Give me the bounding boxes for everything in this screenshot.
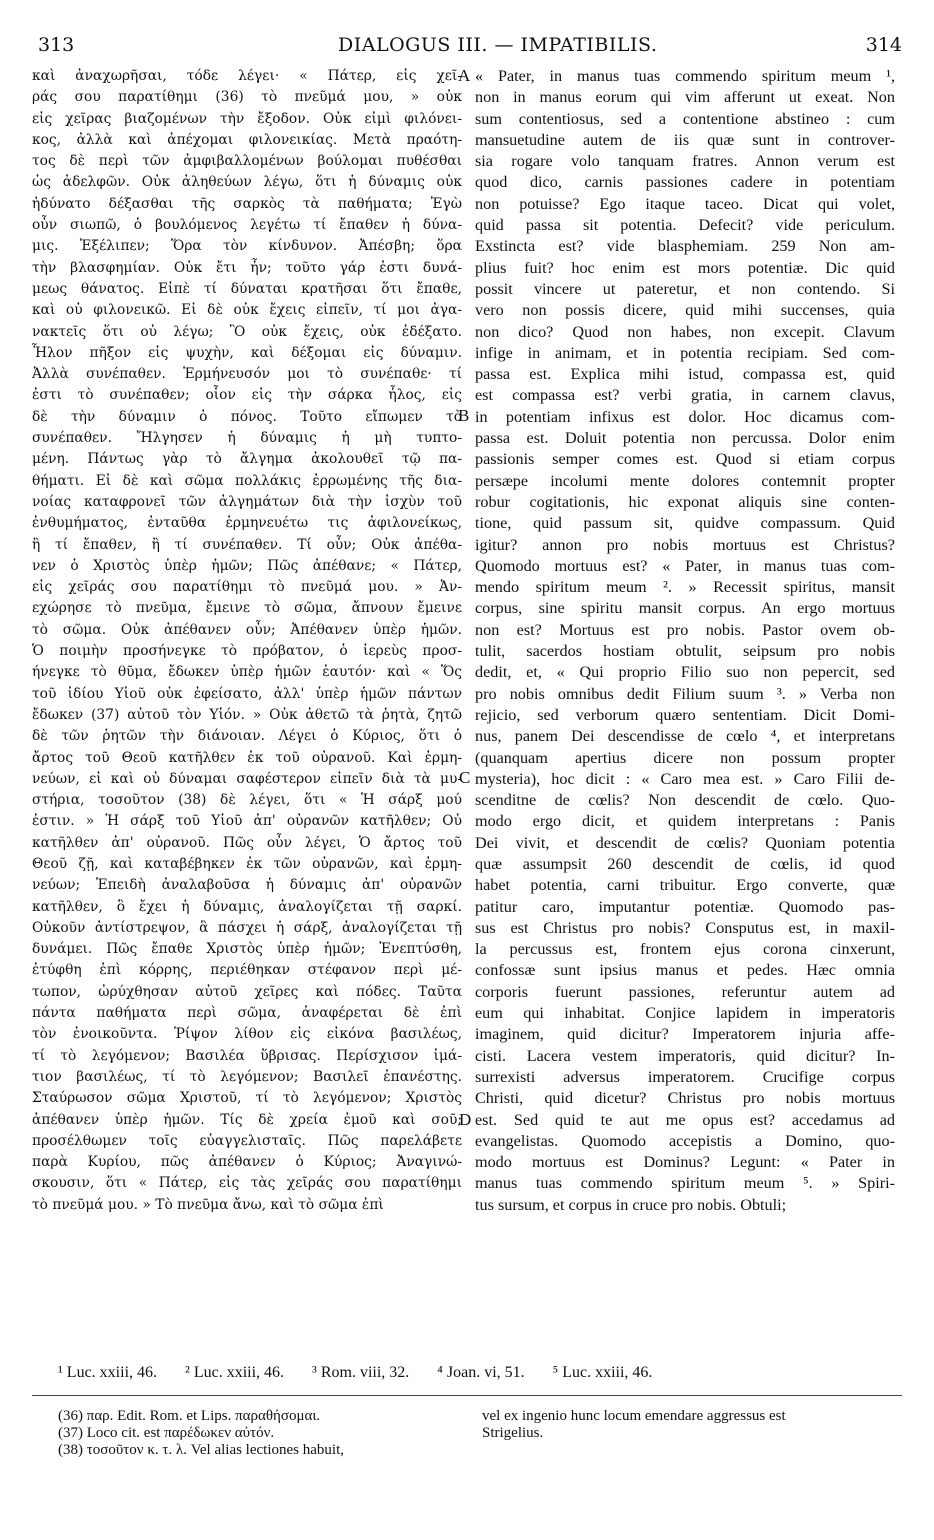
greek-text-line: εἰς χεῖράς σου παρατίθημι τὸ πνεῦμά μου. » Ἀν- xyxy=(32,579,462,596)
latin-text-line: mansuetudine autem de iis quæ sunt in controver- xyxy=(475,130,895,149)
greek-text-line: νεν ὁ Χριστὸς ὑπὲρ ἡμῶν; Πῶς ἀπέθανε; « Πάτερ, xyxy=(32,557,462,574)
greek-text-line: θήματι. Εἰ δὲ καὶ σῶμα πολλάκις ἐρρωμένης τῆς δια- xyxy=(32,472,462,489)
greek-text-line: νακτεῖς ὅτι οὐ λέγω; Ὃ οὐκ ἔχεις, οὐκ ἐδέξατο. xyxy=(32,323,462,340)
latin-text-line: infige in animam, et in potentia recipiam. Sed com- xyxy=(475,343,895,362)
latin-text-line: mendo spiritum meum ². » Recessit spiritus, mansit xyxy=(475,578,895,597)
latin-text-line: evangelistas. Quomodo accepistis a Domino, quo- xyxy=(475,1131,895,1150)
greek-text-line: ἔδωκεν (37) αὐτοῦ τὸν Υἱόν. » Οὐκ ἀθετῶ τὰ ῥητὰ, ζητῶ xyxy=(32,706,462,723)
latin-text-line: in potentiam infixus est dolor. Hoc dicamus com- xyxy=(475,407,895,426)
latin-text-line: tione, quid passum sit, quidve compassum. Quid xyxy=(475,514,895,533)
latin-text-line: Exstincta est? vide blasphemiam. 259 Non am- xyxy=(475,237,895,256)
greek-text-line: κατῆλθεν, ὃ ἔχει ἡ δύναμις, ἀναλογίζεται τῇ σαρκί. xyxy=(32,898,462,915)
latin-text-line: est compassa est? verbi gratia, in carnem clavus, xyxy=(475,386,895,405)
greek-text-line: εχώρησε τὸ πνεῦμα, ἔμεινε τὸ σῶμα, ἄπνουν ἔμεινε xyxy=(32,600,462,617)
greek-text-line: καὶ οὐ φιλονεικῶ. Εἰ δὲ οὐκ ἔχεις εἰπεῖν, τί μοι ἀγα- xyxy=(32,302,462,319)
latin-text-line: non in manus eorum qui vim afferunt ut exeat. Non xyxy=(475,88,895,107)
greek-text-line: ἐστι τὸ συνέπαθεν; οἷον εἰς τὴν σάρκα ἧλος, εἰς xyxy=(32,387,462,404)
greek-text-line: ἐστιν. » Ἡ σάρξ τοῦ Υἱοῦ ἀπ' οὐρανῶν κατῆλθεν; Οὐ xyxy=(32,813,462,830)
greek-text-line: Ἧλον πῆξον εἰς ψυχὴν, καὶ δέξομαι εἰς δύναμιν. xyxy=(32,344,462,361)
latin-text-line: (quanquam apertius dicere non possum propter xyxy=(475,748,895,767)
latin-column xyxy=(475,66,895,1216)
greek-text-line: τί τὸ λεγόμενον; Βασιλέα ὕβρισας. Περίσχισον ἱμά- xyxy=(32,1047,462,1064)
greek-text-line: Σταύρωσον σῶμα Χριστοῦ, τί τὸ λεγόμενον; Χριστὸς xyxy=(32,1090,462,1107)
latin-text-line: passa est. Doluit potentia non percussa. Dolor enim xyxy=(475,429,895,448)
page-number-left: 313 xyxy=(38,34,75,56)
greek-text-line: προσέλθωμεν τοῖς εὐαγγελισταῖς. Πῶς παρελάβετε xyxy=(32,1132,462,1149)
greek-text-line: τος δὲ περὶ τῶν ἀμφιβαλλομένων βούλομαι πυθέσθαι xyxy=(32,153,462,170)
editorial-note-line: (36) παρ. Edit. Rom. et Lips. παραθήσομαι. xyxy=(58,1408,321,1424)
greek-text-line: δὲ τῶν ῥητῶν τὴν διάνοιαν. Λέγει ὁ Κύριος, ὅτι ὁ xyxy=(32,728,462,745)
scripture-references xyxy=(58,1364,888,1382)
latin-text-line: tulit, sacerdos hostiam obtulit, seipsum pro nobis xyxy=(475,642,895,661)
greek-text-line: ἠδύνατο δέξασθαι τῆς σαρκὸς τὰ παθήματα; Ἐγὼ xyxy=(32,195,462,212)
latin-text-line: possit vincere ut pateretur, et non contendo. Si xyxy=(475,279,895,298)
notes-right xyxy=(482,1408,902,1442)
greek-text-line: συνέπαθεν. Ἤλγησεν ἡ δύναμις ἡ μὴ τυπτο- xyxy=(32,430,462,447)
greek-text-line: ἢ τί ἔπαθεν, ἢ τί συνέπαθεν. Τί οὖν; Οὐκ ἀπέθα- xyxy=(32,536,462,553)
latin-text-line: persæpe incolumi mente dolores contemnit propter xyxy=(475,471,895,490)
latin-text-line: sum contentiosus, sed a contentione abstineo : cum xyxy=(475,109,895,128)
greek-text-line: σκουσιν, ὅτι « Πάτερ, εἰς τὰς χεῖράς σου παρατίθημι xyxy=(32,1175,462,1192)
greek-text-line: ὡς ἀδελφῶν. Οὐκ ἀληθεύων λέγω, ὅτι ἡ δύναμις οὐκ xyxy=(32,174,462,191)
latin-text-line: quod dico, carnis passiones cadere in potentiam xyxy=(475,173,895,192)
latin-text-line: eum qui inhabitat. Conjice lapidem in imperatoris xyxy=(475,1004,895,1023)
greek-text-line: δὲ τὴν δύναμιν ὁ πόνος. Τοῦτο εἴπωμεν τὸ xyxy=(32,408,462,425)
greek-text-line: Ἀλλὰ συνέπαθεν. Ἑρμήνευσόν μοι τὸ συνέπαθε· τί xyxy=(32,366,462,383)
latin-text-line: vero non possis dicere, quid mihi succenses, quia xyxy=(475,301,895,320)
margin-letter-a: A xyxy=(458,66,471,85)
latin-text-line: nus, panem Dei descendisse de cœlo ⁴, et interpretans xyxy=(475,727,895,746)
margin-letter-b: B xyxy=(458,406,470,425)
greek-text-line: ἐτύφθη ἐπὶ κόρρης, περιέθηκαν στέφανον περὶ μέ- xyxy=(32,962,462,979)
latin-text-line: pro nobis omnibus dedit Filium suum ³. » Verba non xyxy=(475,684,895,703)
latin-text-line: corpus, sine spiritu mansit corpus. An ergo mortuus xyxy=(475,599,895,618)
latin-text-line: modo ergo dicit, et quidem interpretans : Panis xyxy=(475,812,895,831)
latin-text-line: la percussus est, frontem ejus corona cinxerunt, xyxy=(475,940,895,959)
margin-letter-c: C xyxy=(459,768,471,787)
footnote-divider xyxy=(32,1395,902,1396)
latin-text-line: sus est Christus pro nobis? Consputus est, in maxil- xyxy=(475,918,895,937)
latin-text-line: plius fuit? hoc enim est mors potentiæ. Dic quid xyxy=(475,258,895,277)
greek-text-line: Θεοῦ ζῇ, καὶ καταβέβηκεν ἐκ τῶν οὐρανῶν, καὶ ἑρμη- xyxy=(32,855,462,872)
latin-text-line: est. Sed quid te aut me opus est? accedamus ad xyxy=(475,1110,895,1129)
page-number-right: 314 xyxy=(865,34,902,56)
latin-text-line: Christi, quid dicetur? Christus pro nobis mortuus xyxy=(475,1089,895,1108)
latin-text-line: dedit, et, « Qui proprio Filio suo non pepercit, sed xyxy=(475,663,895,682)
greek-text-line: μένη. Πάντως γὰρ τὸ ἄλγημα ἀκολουθεῖ τῷ πα- xyxy=(32,451,462,468)
greek-text-line: εἰς χεῖρας βιαζομένων τὴν ἔξοδον. Οὐκ εἰμὶ φιλόνει- xyxy=(32,110,462,127)
latin-text-line: rejicio, sed verborum quæro sententiam. Dicit Domi- xyxy=(475,705,895,724)
greek-text-line: ράς σου παρατίθημι (36) τὸ πνεῦμά μου, » οὐκ xyxy=(32,89,462,106)
greek-text-line: μεως θάνατος. Εἰπὲ τί δύναται κρατῆσαι ὅτι ἔπαθε, xyxy=(32,280,462,297)
greek-text-line: νεύων; Ἐπειδὴ ἀναλαβοῦσα ἡ δύναμις ἀπ' οὐρανῶν xyxy=(32,877,462,894)
latin-text-line: Quomodo mortuus est? « Pater, in manus tuas com- xyxy=(475,556,895,575)
latin-text-line: mysteria), hoc dicit : « Caro mea est. » Caro Filii de- xyxy=(475,769,895,788)
page-header xyxy=(28,30,908,70)
greek-text-line: δυνάμει. Πῶς ἔπαθε Χριστὸς ὑπὲρ ἡμῶν; Ἐνεπτύσθη, xyxy=(32,941,462,958)
latin-text-line: corporis fuerunt passiones, referuntur autem ad xyxy=(475,982,895,1001)
latin-text-line: cisti. Lacera vestem imperatoris, quid dicitur? In- xyxy=(475,1046,895,1065)
greek-text-line: μις. Ἐξέλιπεν; Ὅρα τὸν κίνδυνον. Ἀπέσβη; ὅρα xyxy=(32,238,462,255)
latin-text-line: igitur? annon pro nobis mortuus est Christus? xyxy=(475,535,895,554)
greek-text-line: ἐνθυμήματος, ἐνταῦθα ἑρμηνευέτω τις ἀφιλονείκως, xyxy=(32,515,462,532)
latin-text-line: robur cogitationis, hic exponat aliquis sine conten- xyxy=(475,492,895,511)
margin-letter-d: D xyxy=(459,1110,472,1129)
greek-text-line: ήνεγκε τὸ θῦμα, ἔδωκεν ὑπὲρ ἡμῶν ἑαυτόν· καὶ « Ὅς xyxy=(32,664,462,681)
greek-text-line: τὴν βλασφημίαν. Οὐκ ἔτι ἦν; τοῦτο γάρ ἐστι δυνά- xyxy=(32,259,462,276)
scripture-reference: ⁵ Luc. xxiii, 46. xyxy=(552,1364,653,1381)
latin-text-line: non est? Mortuus est pro nobis. Pastor ovem ob- xyxy=(475,620,895,639)
greek-text-line: νεύων, εἰ καὶ οὐ δύναμαι σαφέστερον εἰπεῖν διὰ τὰ μυ- xyxy=(32,770,462,787)
scripture-reference: ² Luc. xxiii, 46. xyxy=(185,1364,285,1381)
greek-text-line: κος, ἀλλὰ καὶ ἀπέχομαι φιλονεικίας. Μετὰ πραότη- xyxy=(32,131,462,148)
latin-text-line: passionis semper comes est. Quod si etiam corpus xyxy=(475,450,895,469)
editorial-note-line: (38) τοσοῦτον κ. τ. λ. Vel alias lectiones habuit, xyxy=(58,1442,344,1458)
latin-text-line: « Pater, in manus tuas commendo spiritum meum ¹, xyxy=(475,67,895,85)
greek-text-line: τὸ σῶμα. Οὐκ ἀπέθανεν οὖν; Ἀπέθανεν ὑπὲρ ἡμῶν. xyxy=(32,621,462,638)
latin-text-line: non potuisse? Ego itaque taceo. Dicat qui volet, xyxy=(475,194,895,213)
latin-text-line: modo mortuus est Dominus? Legunt: « Pater in xyxy=(475,1153,895,1172)
latin-text-line: non dico? Quod non habes, non excepit. Clavum xyxy=(475,322,895,341)
latin-text-line: habet potentia, carni tribuitur. Ergo converte, quæ xyxy=(475,876,895,895)
latin-text-line: quid passa sit potentia. Defecit? vide periculum. xyxy=(475,216,895,235)
editorial-note-line: Strigelius. xyxy=(482,1425,544,1441)
greek-text-line: τὸ πνεῦμά μου. » Τὸ πνεῦμα ἄνω, καὶ τὸ σῶμα ἐπὶ xyxy=(32,1196,384,1213)
notes-left xyxy=(58,1408,458,1459)
scripture-reference: ³ Rom. viii, 32. xyxy=(312,1364,410,1381)
scripture-reference: ¹ Luc. xxiii, 46. xyxy=(58,1364,158,1381)
greek-text-line: ἄρτος τοῦ Θεοῦ κατῆλθεν ἐκ τοῦ οὐρανοῦ. Καὶ ἑρμη- xyxy=(32,749,462,766)
latin-text-line: patitur caro, imputantur potentiæ. Quomodo pas- xyxy=(475,897,895,916)
scripture-reference: ⁴ Joan. vi, 51. xyxy=(437,1364,525,1381)
latin-text-line: passa est. Explica mihi istud, compassa est, quid xyxy=(475,365,895,384)
latin-text-line: surrexisti adversus imperatorem. Crucifige corpus xyxy=(475,1067,895,1086)
greek-text-line: κατῆλθεν ἀπ' οὐρανοῦ. Πῶς οὖν λέγει, Ὁ ἄρτος τοῦ xyxy=(32,834,462,851)
greek-text-line: στήρια, τοσοῦτον (38) δὲ λέγει, ὅτι « Ἡ σάρξ μού xyxy=(32,792,462,809)
greek-text-line: πάντα παθήματα περὶ σῶμα, ἀναφέρεται δὲ ἐπὶ xyxy=(32,1005,462,1022)
greek-column xyxy=(32,66,462,1216)
greek-text-line: τοῦ ἰδίου Υἱοῦ οὐκ ἐφείσατο, ἀλλ' ὑπὲρ ἡμῶν πάντων xyxy=(32,685,462,702)
greek-text-line: οὖν σιωπῶ, ὁ βουλόμενος λεγέτω τί ἔπαθεν ἡ δύνα- xyxy=(32,217,462,234)
latin-text-line: sia rogare volo tanquam fratres. Annon verum est xyxy=(475,152,895,171)
greek-text-line: παρὰ Κυρίου, πῶς ἀπέθανεν ὁ Κύριος; Ἀναγινώ- xyxy=(32,1154,462,1171)
running-title: DIALOGUS III. — IMPATIBILIS. xyxy=(338,34,658,56)
greek-text-line: τὸν ἐνοικοῦντα. Ῥίψον λίθον εἰς εἰκόνα βασιλέως, xyxy=(32,1026,462,1043)
greek-text-line: τιον βασιλέως, τί τὸ λεγόμενον; Βασιλεῖ ἐπανέστης. xyxy=(32,1068,462,1085)
latin-text-line: confossæ sunt ipsius manus et pedes. Hæc omnia xyxy=(475,961,895,980)
latin-text-line: tus sursum, et corpus in cruce pro nobis. Obtuli; xyxy=(475,1195,787,1214)
latin-text-line: scenditne de cœlis? Non descendit de cœlo. Quo- xyxy=(475,791,895,810)
greek-text-line: Οὐκοῦν ἀντίστρεψον, ἃ πάσχει ἡ σάρξ, ἀναλογίζεται τῇ xyxy=(32,919,462,936)
greek-text-line: ἀπέθανεν ὑπὲρ ἡμῶν. Τίς δὲ χρεία ἐμοῦ καὶ σοῦ; xyxy=(32,1111,462,1128)
greek-text-line: τωπον, ὠρύχθησαν αὐτοῦ χεῖρες καὶ πόδες. Ταῦτα xyxy=(32,983,462,1000)
latin-text-line: quæ assumpsit 260 descendit de cœlis, id quod xyxy=(475,854,895,873)
latin-text-line: Dei vivit, et descendit de cœlis? Quoniam potentia xyxy=(475,833,895,852)
latin-text-line: manus tuas commendo spiritum meum ⁵. » Spiri- xyxy=(475,1174,895,1193)
greek-text-line: Ὁ ποιμὴν προσήνεγκε τὸ πρόβατον, ὁ ἱερεὺς προσ- xyxy=(32,643,462,660)
greek-text-line: καὶ ἀναχωρῆσαι, τόδε λέγει· « Πάτερ, εἰς χεῖ- xyxy=(32,68,462,84)
editorial-note-line: (37) Loco cit. est παρέδωκεν αὐτόν. xyxy=(58,1425,275,1441)
greek-text-line: νοίας καταφρονεῖ τῶν ἀλγημάτων διὰ τὴν ἰσχὺν τοῦ xyxy=(32,493,462,510)
editorial-note-line: vel ex ingenio hunc locum emendare aggressus est xyxy=(482,1408,786,1424)
latin-text-line: imaginem, quid dicitur? Imperatorem injuria affe- xyxy=(475,1025,895,1044)
